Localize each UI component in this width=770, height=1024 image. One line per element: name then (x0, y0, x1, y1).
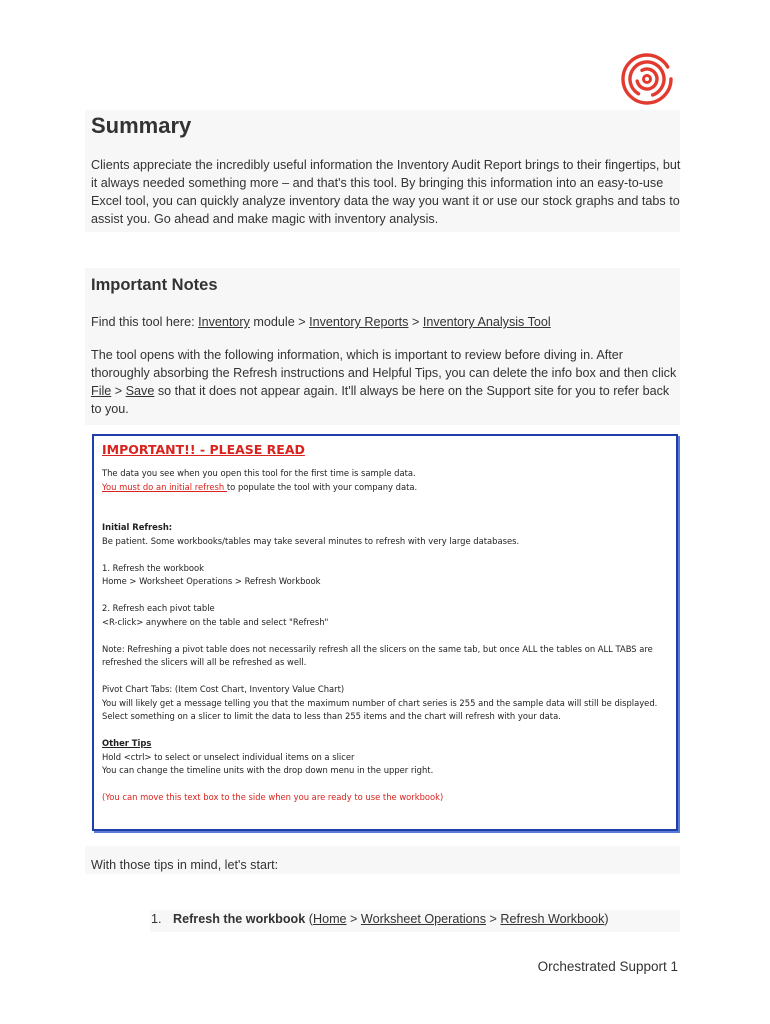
step-title: Refresh the workbook (173, 912, 306, 926)
important-notes-title: Important Notes (91, 276, 218, 294)
save-link[interactable]: Save (125, 384, 155, 398)
other-tips-line2: You can change the timeline units with the drop down menu in the upper right. (102, 765, 434, 775)
step1-body: Home > Worksheet Operations > Refresh Workbook (102, 576, 321, 586)
summary-title: Summary (91, 113, 192, 138)
start-text: With those tips in mind, let's start: (91, 858, 279, 872)
notice-sample-data-line: The data you see when you open this tool for the first time is sample data. (102, 468, 416, 478)
other-tips-line1: Hold <ctrl> to select or unselect individual items on a slicer (102, 751, 355, 762)
step2-body: <R-click> anywhere on the table and select "Refresh" (102, 616, 329, 627)
refresh-note: Note: Refreshing a pivot table does not necessarily refresh all the slicers on the same tab, but once ALL the tables on ALL TABS are refreshed the slicers will all be refreshed as well. (102, 643, 653, 667)
notice-closing-line: (You can move this text box to the side when you are ready to use the workbook) (102, 792, 444, 802)
inventory-analysis-tool-link[interactable]: Inventory Analysis Tool (422, 315, 551, 329)
initial-refresh-body: Be patient. Some workbooks/tables may take several minutes to refresh with very large databases. (102, 535, 520, 546)
page-footer: Orchestrated Support 1 (537, 959, 678, 974)
notice-initial-refresh-line: You must do an initial refresh to populate the tool with your company data. (102, 481, 418, 492)
notice-heading: IMPORTANT!! - PLEASE READ (102, 442, 305, 457)
numbered-step-1: 1. Refresh the workbook (Home > Worksheet Operations > Refresh Workbook) (151, 912, 609, 926)
initial-refresh-link[interactable]: You must do an initial refresh (102, 481, 227, 492)
other-tips-title: Other Tips (102, 738, 152, 748)
concentric-circles-logo-icon (620, 52, 674, 106)
refresh-workbook-link[interactable]: Refresh Workbook (500, 912, 605, 926)
pivot-chart-message: You will likely get a message telling you that the maximum number of chart series is 255 and the sample data will still be displayed. Select something on a slicer to limit the data to less than 255 items and the chart will refresh with your data. (102, 697, 658, 721)
tool-location-paragraph: Find this tool here: Inventory module > Inventory Reports > Inventory Analysis Tool (91, 315, 551, 329)
initial-refresh-title: Initial Refresh: (102, 522, 173, 532)
pivot-chart-tabs-line: Pivot Chart Tabs: (Item Cost Chart, Inventory Value Chart) (102, 684, 345, 694)
summary-paragraph: Clients appreciate the incredibly useful information the Inventory Audit Report brings to their fingertips, but it always needed something more – and that's this tool. By bringing this information into an easy-to-use Excel tool, you can quickly analyze inventory data the way you want it or use our stock graphs and tabs to assist you. Go ahead and make magic with inventory analysis. (91, 158, 681, 226)
step-number: 1. (151, 912, 162, 926)
inventory-module-link[interactable]: Inventory (198, 315, 250, 329)
worksheet-operations-link[interactable]: Worksheet Operations (360, 912, 486, 926)
important-notice-box (92, 434, 678, 831)
home-link[interactable]: Home (312, 912, 347, 926)
file-link[interactable]: File (91, 384, 112, 398)
step2-title: 2. Refresh each pivot table (102, 603, 215, 613)
inventory-reports-link[interactable]: Inventory Reports (309, 315, 409, 329)
step1-title: 1. Refresh the workbook (102, 562, 205, 573)
tool-opens-paragraph: The tool opens with the following information, which is important to review before diving in. After thoroughly absorbing the Refresh instructions and Helpful Tips, you can delete the info box and then click File > Save so that it does not appear again. It'll always be here on the Support site for you to refer back to you. (91, 348, 677, 416)
